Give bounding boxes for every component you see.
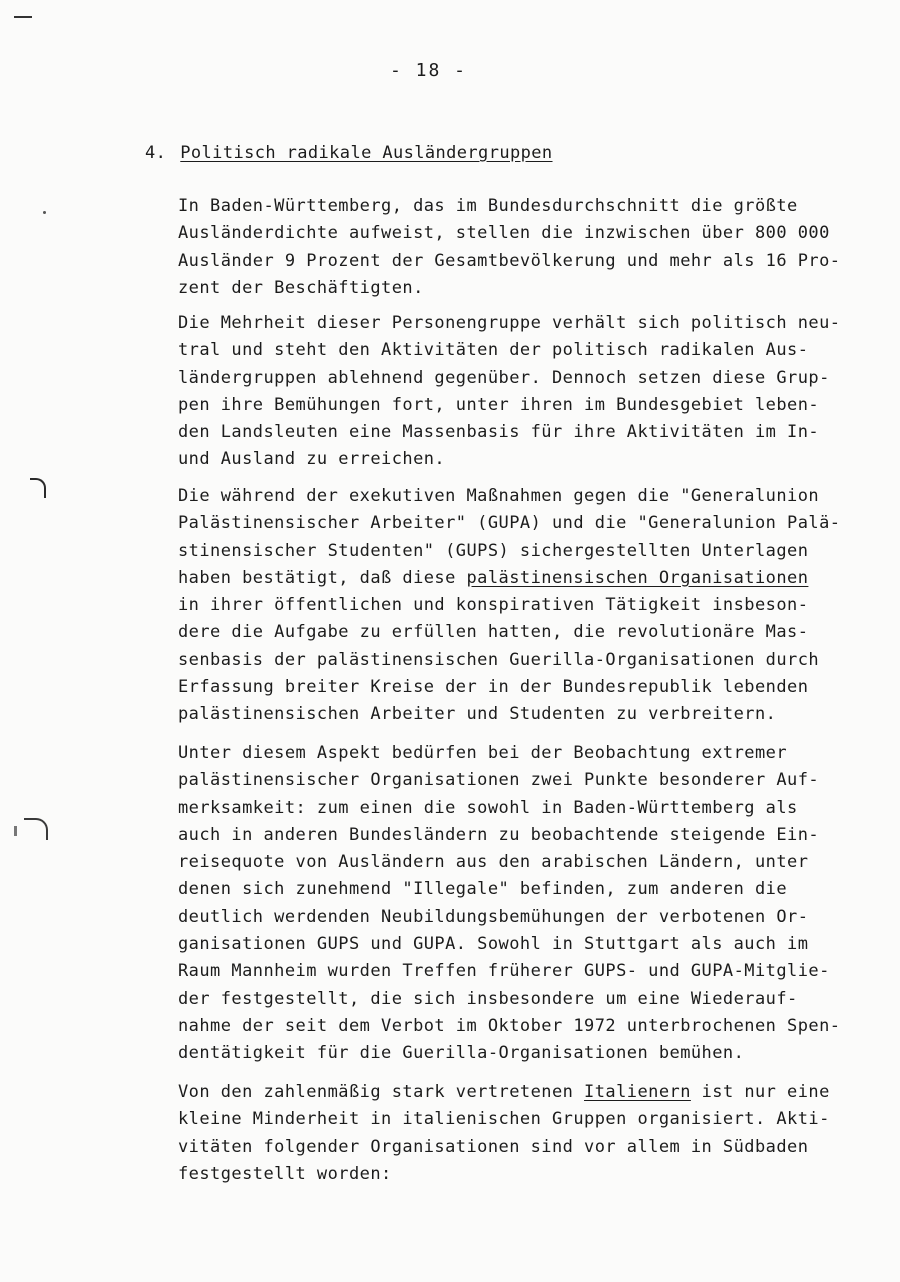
text-line: stinensischer Studenten" (GUPS) sichergestellten Unterlagen [178,540,809,561]
text-line: ganisationen GUPS und GUPA. Sowohl in Stuttgart als auch im [178,934,809,955]
text-line: denen sich zunehmend "Illegale" befinden, zum anderen die [178,879,788,900]
paragraph-5 [178,1079,830,1188]
text-line: Die während der exekutiven Maßnahmen gegen die "Generalunion [178,486,820,506]
text-line: Ausländerdichte aufweist, stellen die inzwischen über 800 000 [178,223,830,244]
text-line: Die Mehrheit dieser Personengruppe verhält sich politisch neu- [178,313,841,333]
text-line: Palästinensischer Arbeiter" (GUPA) und die "Generalunion Palä- [178,513,841,534]
text-line: der festgestellt, die sich insbesondere um eine Wiederauf- [178,988,798,1009]
text-line: auch in anderen Bundesländern zu beobachtende steigende Ein- [178,824,820,845]
text-line: kleine Minderheit in italienischen Gruppen organisiert. Akti- [178,1109,830,1130]
text-segment: Von den zahlenmäßig stark vertretenen [178,1082,585,1102]
paragraph-4 [178,740,840,1068]
text-line: reisequote von Ausländern aus den arabischen Ländern, unter [178,852,809,873]
paragraph-1 [178,193,840,302]
underlined-phrase: palästinensischen Organisationen [466,567,809,588]
text-line: Ausländer 9 Prozent der Gesamtbevölkerung und mehr als 16 Pro- [178,250,841,271]
text-line: merksamkeit: zum einen die sowohl in Baden-Württemberg als [178,797,798,818]
section-heading [145,143,553,163]
text-line: den Landsleuten eine Massenbasis für ihre Aktivitäten im In- [178,422,820,443]
text-line: palästinensischen Arbeiter und Studenten zu verbreitern. [178,704,777,725]
paragraph-2 [178,310,840,474]
text-segment: ist nur eine [690,1082,830,1102]
underlined-phrase: Italienern [584,1082,691,1102]
paragraph-3 [178,483,840,729]
section-title: Politisch radikale Ausländergruppen [180,143,553,163]
text-line: ländergruppen ablehnend gegenüber. Dennoch setzen diese Grup- [178,367,830,388]
text-line: Raum Mannheim wurden Treffen früherer GUPS- und GUPA-Mitglie- [178,961,830,982]
text-line: Erfassung breiter Kreise der in der Bundesrepublik lebenden [178,677,809,698]
text-line: deutlich werdenden Neubildungsbemühungen der verbotenen Or- [178,906,809,927]
section-number: 4. [145,143,167,163]
text-line: festgestellt worden: [178,1163,392,1184]
margin-bracket-mark [30,478,46,498]
text-line: In Baden-Württemberg, das im Bundesdurchschnitt die größte [178,196,798,216]
text-line: senbasis der palästinensischen Guerilla-Organisationen durch [178,649,820,670]
margin-speck [43,211,46,214]
text-line: vitäten folgender Organisationen sind vor allem in Südbaden [178,1136,809,1157]
text-line: in ihrer öffentlichen und konspirativen Tätigkeit insbeson- [178,595,809,616]
text-line: tral und steht den Aktivitäten der politisch radikalen Aus- [178,340,809,361]
text-segment: haben bestätigt, daß diese [178,567,467,588]
text-line: dere die Aufgabe zu erfüllen hatten, die revolutionäre Mas- [178,622,809,643]
text-line: zent der Beschäftigten. [178,277,424,298]
margin-bracket-mark [24,818,48,840]
page-number: - 18 - [390,60,468,81]
text-line [178,565,840,592]
text-line: und Ausland zu erreichen. [178,449,446,470]
margin-speck [14,826,17,836]
text-line [178,1079,830,1106]
text-line: dentätigkeit für die Guerilla-Organisationen bemühen. [178,1043,745,1064]
text-line: palästinensischer Organisationen zwei Punkte besonderer Auf- [178,770,820,791]
top-margin-dash [14,16,32,18]
text-line: nahme der seit dem Verbot im Oktober 1972 unterbrochenen Spen- [178,1015,841,1036]
text-line: pen ihre Bemühungen fort, unter ihren im Bundesgebiet leben- [178,394,820,415]
text-line: Unter diesem Aspekt bedürfen bei der Beobachtung extremer [178,743,788,763]
